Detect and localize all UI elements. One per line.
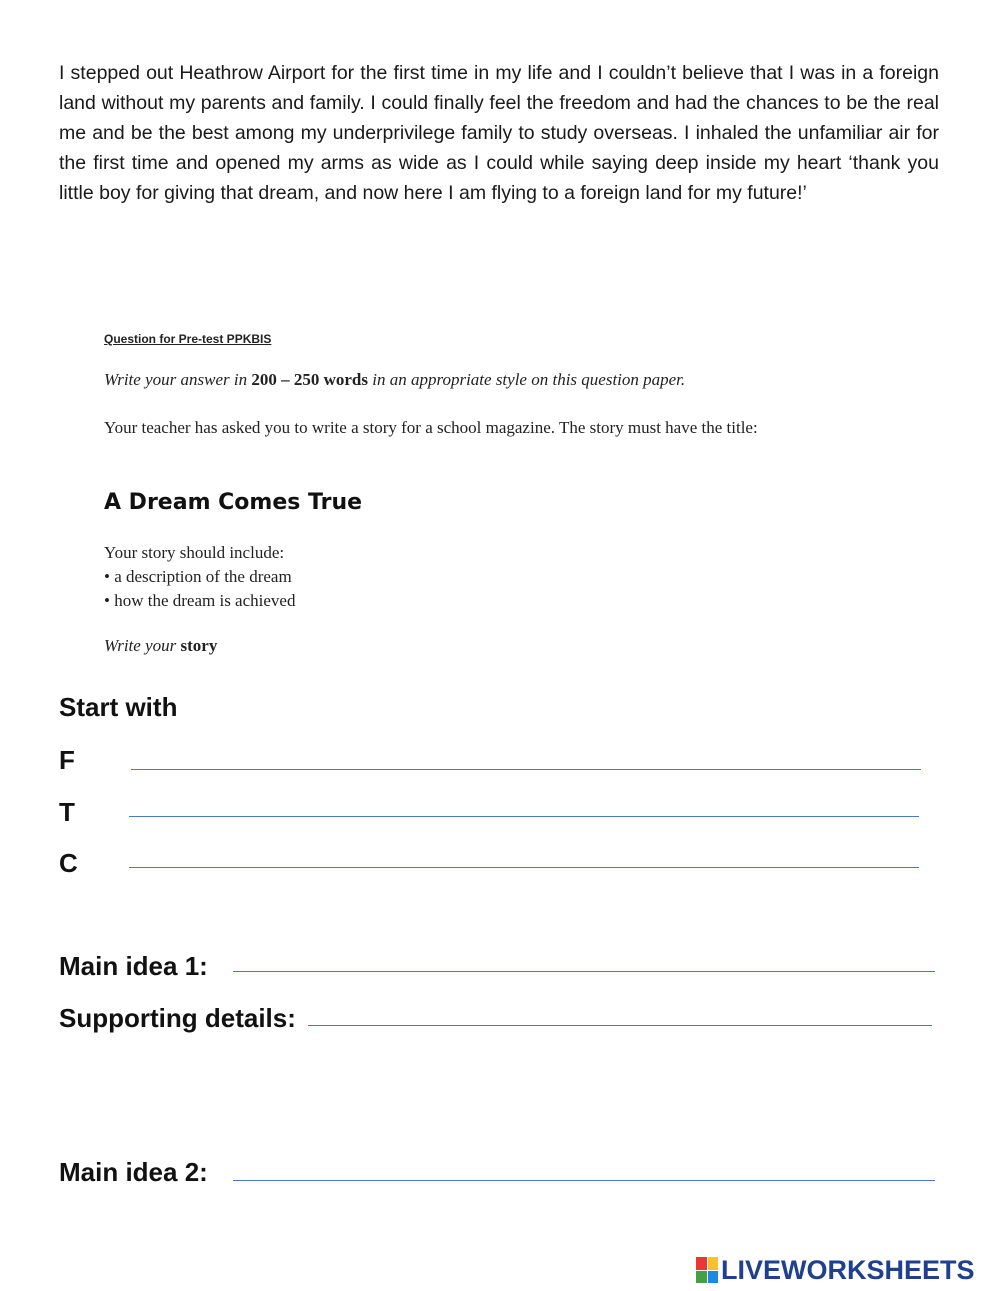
t-label: T: [59, 797, 75, 827]
f-answer-line[interactable]: [131, 769, 921, 770]
main-idea-2-answer-line[interactable]: [233, 1180, 935, 1181]
story-title: A Dream Comes True: [104, 490, 363, 515]
question-instruction: [104, 370, 685, 390]
main-idea-1-label: Main idea 1:: [59, 951, 208, 981]
question-task: Your teacher has asked you to write a story for a school magazine. The story must have the title:: [104, 418, 758, 437]
main-idea-1-answer-line[interactable]: [233, 971, 935, 972]
write-bold: story: [176, 636, 218, 655]
c-answer-line[interactable]: [129, 867, 919, 868]
instruction-post: in an appropriate style on this question paper.: [368, 370, 686, 389]
requirements-intro: Your story should include:: [104, 543, 285, 562]
liveworksheets-logo-text: LIVEWORKSHEETS: [721, 1254, 975, 1285]
write-your-story: [104, 636, 217, 656]
story-requirements: [104, 541, 295, 613]
t-answer-line[interactable]: [129, 816, 919, 817]
start-with-label: Start with: [59, 692, 178, 722]
instruction-pre: Write your answer in: [104, 370, 252, 389]
intro-paragraph: I stepped out Heathrow Airport for the first time in my life and I couldn’t believe that I was in a foreign land without my parents and family. I could finally feel the freedom and had the chances to be the real me and be the best among my underprivilege family to study overseas. I inhaled the unfamiliar air for the first time and opened my arms as wide as I could while saying deep inside my heart ‘thank you little boy for giving that dream, and now here I am flying to a foreign land for my future!’: [59, 62, 939, 204]
c-label: C: [59, 848, 78, 878]
requirement-item: • how the dream is achieved: [104, 591, 296, 610]
requirement-item: • a description of the dream: [104, 567, 292, 586]
liveworksheets-logo: [696, 1255, 975, 1285]
supporting-details-answer-line[interactable]: [308, 1025, 932, 1026]
f-label: F: [59, 745, 75, 775]
supporting-details-label: Supporting details:: [59, 1003, 296, 1033]
instruction-word-count: 200 – 250 words: [251, 370, 368, 389]
main-idea-2-label: Main idea 2:: [59, 1157, 208, 1187]
write-italic: Write your: [104, 636, 177, 655]
question-heading: Question for Pre-test PPKBIS: [104, 332, 272, 346]
liveworksheets-logo-icon: [696, 1257, 718, 1283]
